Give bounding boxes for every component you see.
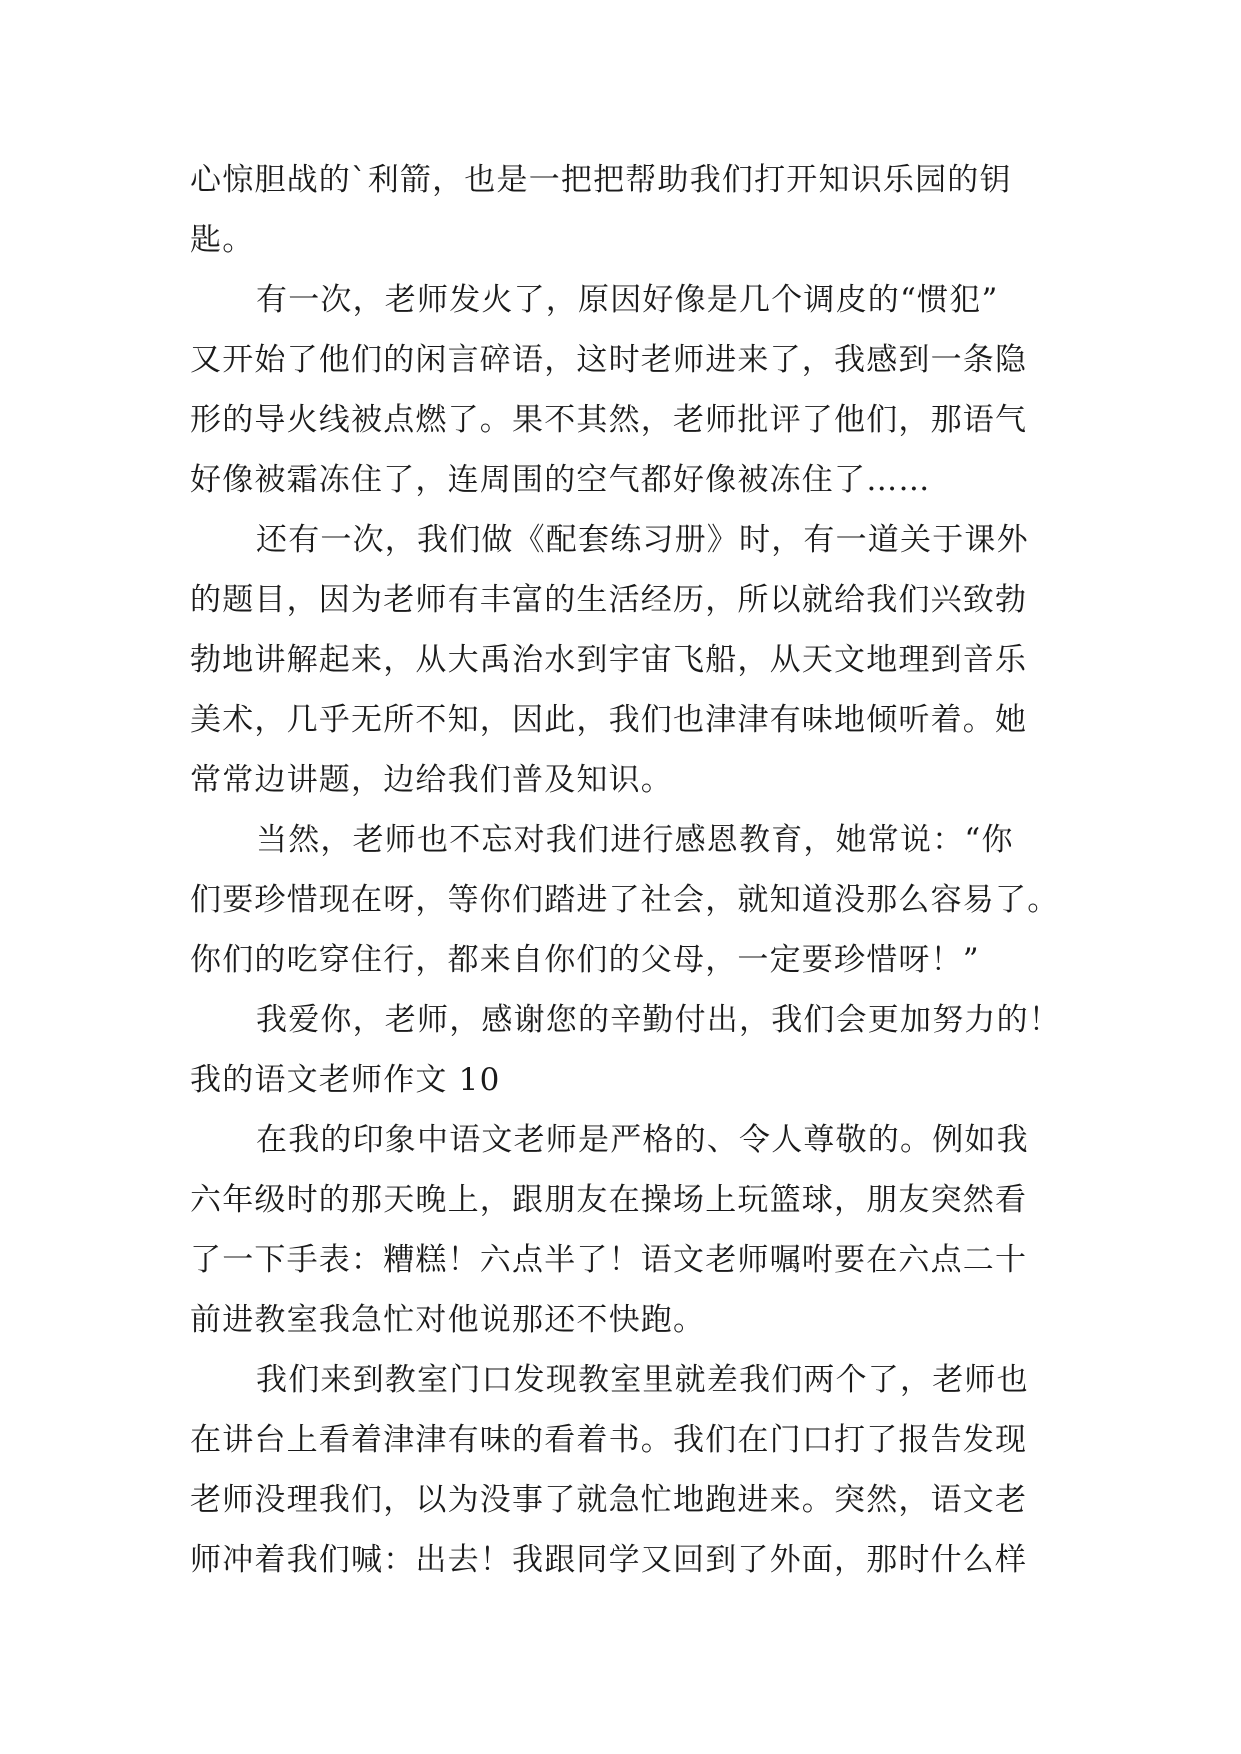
- text-line: 们要珍惜现在呀，等你们踏进了社会，就知道没那么容易了。: [190, 882, 1060, 918]
- text-line: 勃地讲解起来，从大禹治水到宇宙飞船，从天文地理到音乐: [190, 642, 1028, 678]
- paragraph-first-line: 在我的印象中语文老师是严格的、令人尊敬的。例如我: [256, 1122, 1029, 1158]
- text-line: 常常边讲题，边给我们普及知识。: [190, 762, 673, 798]
- section-heading: 我的语文老师作文 10: [190, 1062, 501, 1098]
- text-line: 老师没理我们，以为没事了就急忙地跑进来。突然，语文老: [190, 1482, 1028, 1518]
- text-line: 前进教室我急忙对他说那还不快跑。: [190, 1302, 706, 1338]
- text-line: 好像被霜冻住了，连周围的空气都好像被冻住了……: [190, 462, 931, 498]
- paragraph-first-line: 有一次，老师发火了，原因好像是几个调皮的“惯犯”: [256, 282, 999, 318]
- text-line: 匙。: [190, 222, 255, 258]
- text-line: 六年级时的那天晚上，跟朋友在操场上玩篮球，朋友突然看: [190, 1182, 1028, 1218]
- text-line: 你们的吃穿住行，都来自你们的父母，一定要珍惜呀！”: [190, 942, 980, 978]
- text-line: 师冲着我们喊：出去！我跟同学又回到了外面，那时什么样: [190, 1542, 1028, 1578]
- paragraph-first-line: 还有一次，我们做《配套练习册》时，有一道关于课外: [256, 522, 1029, 558]
- text-line: 了一下手表：糟糕！六点半了！语文老师嘱咐要在六点二十: [190, 1242, 1028, 1278]
- paragraph-first-line: 我们来到教室门口发现教室里就差我们两个了，老师也: [256, 1362, 1029, 1398]
- text-line: 的题目，因为老师有丰富的生活经历，所以就给我们兴致勃: [190, 582, 1028, 618]
- text-line: 在讲台上看着津津有味的看着书。我们在门口打了报告发现: [190, 1422, 1028, 1458]
- text-line: 形的导火线被点燃了。果不其然，老师批评了他们，那语气: [190, 402, 1028, 438]
- paragraph-first-line: 我爱你，老师，感谢您的辛勤付出，我们会更加努力的！: [256, 1002, 1061, 1038]
- text-line: 美术，几乎无所不知，因此，我们也津津有味地倾听着。她: [190, 702, 1028, 738]
- paragraph-first-line: 当然，老师也不忘对我们进行感恩教育，她常说：“你: [256, 822, 1014, 858]
- text-line: 又开始了他们的闲言碎语，这时老师进来了，我感到一条隐: [190, 342, 1028, 378]
- text-line: 心惊胆战的`利箭，也是一把把帮助我们打开知识乐园的钥: [190, 162, 1012, 198]
